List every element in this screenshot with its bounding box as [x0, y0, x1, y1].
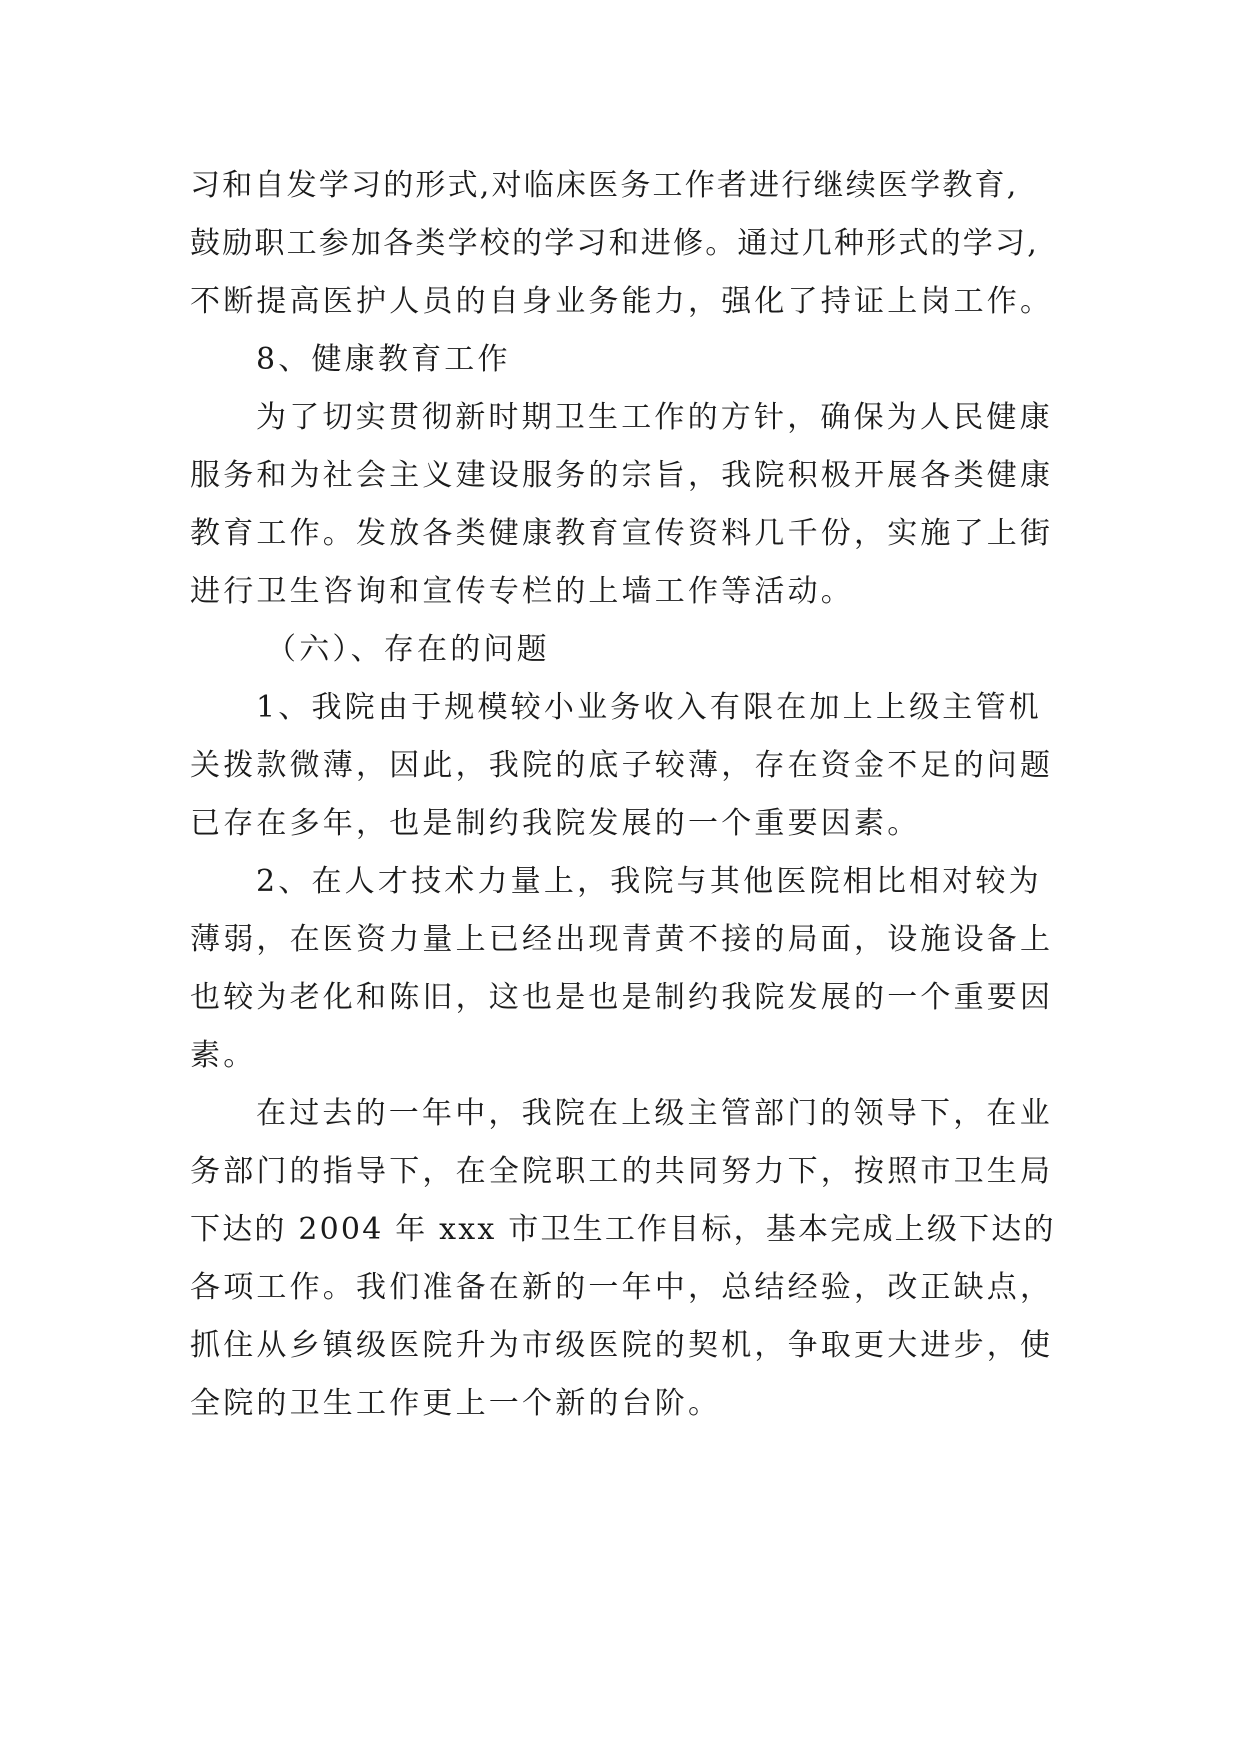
section-heading: （六）、存在的问题 — [266, 632, 550, 667]
text-line: 也较为老化和陈旧，这也是也是制约我院发展的一个重要因 — [190, 980, 1054, 1015]
text-line: 全院的卫生工作更上一个新的台阶。 — [190, 1386, 722, 1421]
text-line: 教育工作。发放各类健康教育宣传资料几千份，实施了上街 — [190, 516, 1054, 551]
text-line: 2、在人才技术力量上，我院与其他医院相比相对较为 — [256, 864, 1042, 899]
text-line: 各项工作。我们准备在新的一年中，总结经验，改正缺点， — [190, 1270, 1054, 1305]
text-line: 服务和为社会主义建设服务的宗旨，我院积极开展各类健康 — [190, 458, 1054, 493]
text-line: 下达的 2004 年 xxx 市卫生工作目标，基本完成上级下达的 — [190, 1212, 1056, 1247]
text-line: 抓住从乡镇级医院升为市级医院的契机，争取更大进步，使 — [190, 1328, 1054, 1363]
text-line: 习和自发学习的形式,对临床医务工作者进行继续医学教育, — [190, 168, 1019, 203]
text-line: 务部门的指导下，在全院职工的共同努力下，按照市卫生局 — [190, 1154, 1054, 1189]
text-line: 关拨款微薄，因此，我院的底子较薄，存在资金不足的问题 — [190, 748, 1054, 783]
section-heading: 8、健康教育工作 — [256, 342, 511, 377]
text-line: 不断提高医护人员的自身业务能力，强化了持证上岗工作。 — [190, 284, 1054, 319]
text-line: 为了切实贯彻新时期卫生工作的方针，确保为人民健康 — [256, 400, 1053, 435]
text-line: 进行卫生咨询和宣传专栏的上墙工作等活动。 — [190, 574, 854, 609]
text-line: 鼓励职工参加各类学校的学习和进修。通过几种形式的学习, — [190, 226, 1039, 261]
text-line: 已存在多年，也是制约我院发展的一个重要因素。 — [190, 806, 921, 841]
text-line: 素。 — [190, 1038, 257, 1073]
text-line: 在过去的一年中，我院在上级主管部门的领导下，在业 — [256, 1096, 1053, 1131]
text-line: 薄弱，在医资力量上已经出现青黄不接的局面，设施设备上 — [190, 922, 1054, 957]
text-line: 1、我院由于规模较小业务收入有限在加上上级主管机 — [256, 690, 1042, 725]
